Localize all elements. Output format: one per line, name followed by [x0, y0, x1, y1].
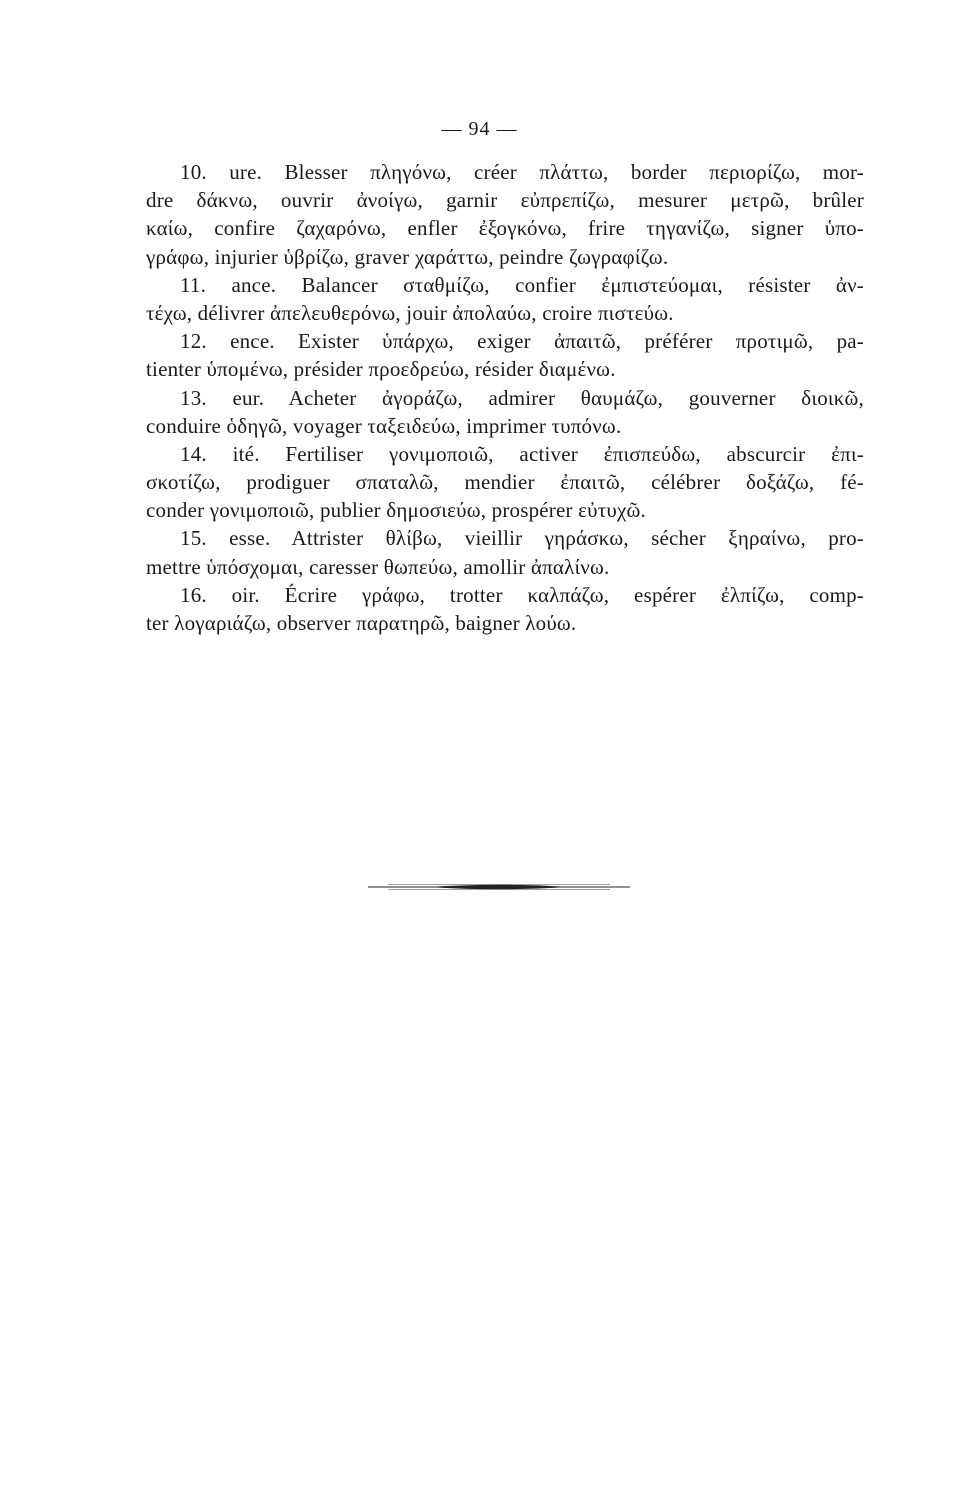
text-line: conduire ὁδηγῶ, voyager ταξειδεύω, imprimer τυπόνω. [146, 413, 622, 438]
text-line: γράφω, injurier ὑβρίζω, graver χαράττω, peindre ζωγραφίζω. [146, 244, 669, 269]
ornamental-rule-graphic [368, 881, 630, 893]
text-line: καίω, confire ζαχαρόνω, enfler ἐξογκόνω, frire τηγανίζω, signer ὑπο- [146, 216, 864, 241]
text-line: 12. ence. Exister ὑπάρχω, exiger ἀπαιτῶ, préférer προτιμῶ, pa- [180, 329, 864, 354]
text-line: τέχω, délivrer ἀπελευθερόνω, jouir ἀπολαύω, croire πιστεύω. [146, 300, 674, 325]
page-number: — 94 — [441, 118, 518, 140]
text-line: ter λογαριάζω, observer παρατηρῶ, baigner λούω. [146, 611, 577, 635]
text-line: 14. ité. Fertiliser γονιμοποιῶ, activer ἐπισπεύδω, abscurcir ἐπι- [180, 441, 864, 466]
text-line: 13. eur. Acheter ἀγοράζω, admirer θαυμάζω, gouverner διοικῶ, [180, 385, 864, 410]
text-line: 10. ure. Blesser πληγόνω, créer πλάττω, border περιορίζω, mor- [180, 160, 864, 184]
text-line: tienter ὑπομένω, présider προεδρεύω, résider διαμένω. [146, 357, 616, 382]
body-text [146, 158, 864, 637]
text-line: 16. oir. Écrire γράφω, trotter καλπάζω, espérer ἐλπίζω, comp- [180, 582, 864, 607]
text-line: 15. esse. Attrister θλίβω, vieillir γηράσκω, sécher ξηραίνω, pro- [180, 526, 864, 551]
ornamental-rule [368, 881, 630, 893]
text-line: conder γονιμοποιῶ, publier δημοσιεύω, prospérer εὐτυχῶ. [146, 498, 647, 523]
text-line: mettre ὑπόσχομαι, caresser θωπεύω, amollir ἀπαλίνω. [146, 554, 610, 579]
text-line: σκοτίζω, prodiguer σπαταλῶ, mendier ἐπαιτῶ, célébrer δοξάζω, fé- [146, 470, 864, 495]
text-line: 11. ance. Balancer σταθμίζω, confier ἐμπιστεύομαι, résister ἀν- [180, 272, 864, 297]
text-line: dre δάκνω, ouvrir ἀνοίγω, garnir εὐπρεπίζω, mesurer μετρῶ, brûler [146, 188, 864, 213]
